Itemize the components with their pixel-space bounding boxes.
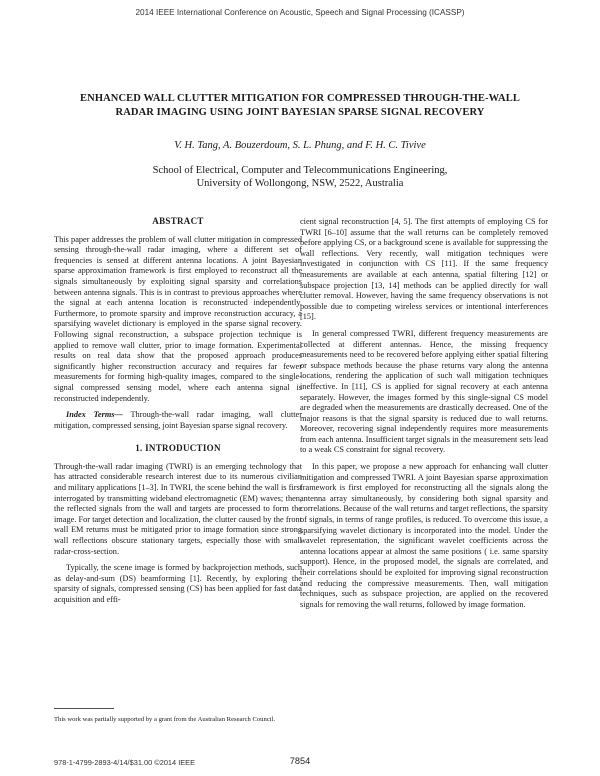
intro-paragraph-2: Typically, the scene image is formed by backprojection methods, such as delay-and-sum (DS) beamforming [1]. Recently, by exploring the sparsity of signals, compressed sensing (CS) has been applied for fast data acquisition and effi-	[54, 563, 302, 604]
index-terms-text: Through-the-wall radar imaging, wall clutter mitigation, compressed sensing, joint Bayesian sparse signal recovery.	[54, 410, 302, 430]
copyright-line: 978-1-4799-2893-4/14/$31.00 ©2014 IEEE	[54, 758, 196, 767]
affiliation-line-1: School of Electrical, Computer and Telecommunications Engineering,	[152, 165, 448, 176]
abstract-text: This paper addresses the problem of wall clutter mitigation in compressed sensing through-the-wall radar imaging, where a different set of frequencies is sensed at different antenna locations. A joint Bayesian sparse approximation framework is first employed to reconstruct all the signals simultaneously by exploiting signal sparsity and correlations between antenna signals. This is in contrast to previous approaches where the signal at each antenna location is reconstructed independently. Furthermore, to promote sparsity and improve reconstruction accuracy, a sparsifying wavelet dictionary is employed in the sparse signal recovery. Following signal reconstruction, a subspace projection technique is applied to remove wall clutter, prior to image formation. Experimental results on real data show that the proposed approach produces significantly higher reconstruction accuracy and requires far fewer measurements for forming high-quality images, compared to the single-signal compressed sensing model, where each antenna signal is reconstructed independently.	[54, 234, 302, 403]
page-number: 7854	[289, 756, 311, 766]
conference-header: 2014 IEEE International Conference on Acoustic, Speech and Signal Processing (ICASSP)	[135, 8, 465, 17]
right-column	[300, 217, 548, 616]
footnote-divider	[54, 708, 114, 709]
abstract-heading: ABSTRACT	[152, 216, 204, 226]
title-line-2: RADAR IMAGING USING JOINT BAYESIAN SPARSE SIGNAL RECOVERY	[115, 107, 485, 118]
index-terms-label: Index Terms—	[66, 410, 123, 420]
footnote: This work was partially supported by a grant from the Australian Research Council.	[54, 716, 276, 723]
right-paragraph-3: In this paper, we propose a new approach for enhancing wall clutter mitigation and compressed TWRI. A joint Bayesian sparse approximation framework is first employed for reconstructing all the signals along the antenna array simultaneously, by considering both signal sparsity and correlations. Because of the wall returns and target reflections, the sparsity of signals, in terms of range profiles, is reduced. To overcome this issue, a sparsifying wavelet dictionary is incorporated into the model. Under the wavelet representation, the significant wavelet coefficients across the antenna locations appear at almost the same positions ( i.e. same sparsity support). Hence, in the proposed model, the signals are correlated, and their correlations should be exploited for improving signal reconstruction and reducing the compressive measurements. Then, wall mitigation techniques, such as subspace projection, are applied on the recovered signals for removing the wall returns, followed by image formation.	[300, 462, 548, 609]
title-line-1: ENHANCED WALL CLUTTER MITIGATION FOR COMPRESSED THROUGH-THE-WALL	[80, 93, 520, 104]
index-terms	[54, 410, 302, 431]
right-paragraph-2: In general compressed TWRI, different frequency measurements are collected at different antennas. Hence, the missing frequency measurements need to be recovered before applying either spatial filtering or subspace methods because the phase returns vary along the antenna locations, rendering the application of such wall mitigation techniques ineffective. In [11], CS is applied for signal recovery at each antenna separately. However, the images formed by this single-signal CS model are degraded when the measurements are drastically decreased. One of the major reasons is that the signal sparsity is reduced due to wall returns. Moreover, recovering signal independently requires more measurements from each antenna. Insufficient target signals in the measurement sets lead to a weak CS constraint for signal recovery.	[300, 328, 548, 455]
intro-paragraph-1: Through-the-wall radar imaging (TWRI) is an emerging technology that has attracted considerable research interest due to its numerous civilian and military applications [1–3]. In TWRI, the scene behind the wall is first interrogated by transmitting wideband electromagnetic (EM) waves; then, the reflected signals from the wall and targets are processed to form the image. For target detection and localization, the clutter caused by the front wall EM returns must be mitigated prior to image formation since strong wall reflections obscure stationary targets, especially those with small radar-cross-section.	[54, 461, 302, 556]
paper-title	[40, 92, 560, 120]
authors: V. H. Tang, A. Bouzerdoum, S. L. Phung, and F. H. C. Tivive	[174, 140, 426, 151]
left-column	[54, 212, 302, 612]
introduction-heading: 1. INTRODUCTION	[135, 443, 221, 454]
right-paragraph-1: cient signal reconstruction [4, 5]. The first attempts of employing CS for TWRI [6–10] assume that the wall returns can be completely removed before applying CS, or a background scene is available for suppressing the wall reflections. Very recently, wall mitigation techniques were investigated in conjunction with CS [11]. If the same frequency measurements are available at each antenna, spatial filtering [12] or subspace projection [13, 14] methods can be applied directly for wall clutter removal. However, having the same frequency observations is not possible due to competing wireless services or intentional interferences [15].	[300, 217, 548, 322]
affiliation-line-2: University of Wollongong, NSW, 2522, Australia	[196, 178, 404, 189]
affiliation	[0, 164, 600, 190]
